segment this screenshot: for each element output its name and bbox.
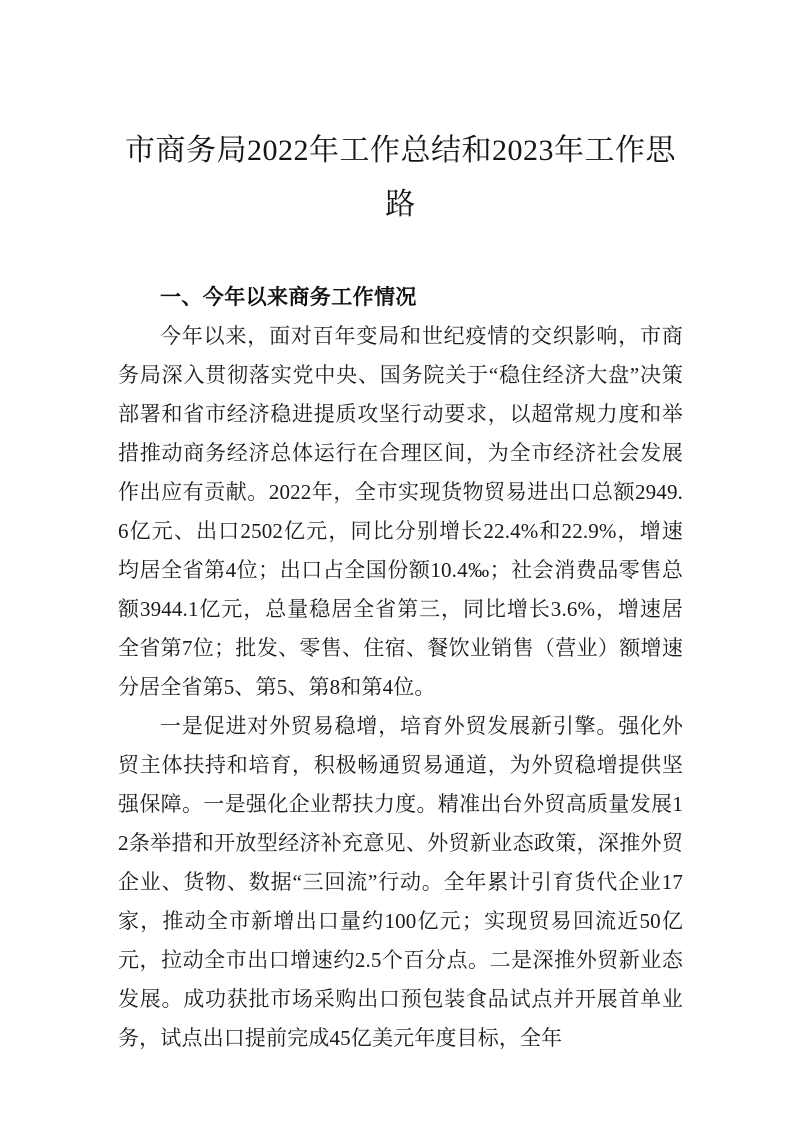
body-paragraph-1: 今年以来，面对百年变局和世纪疫情的交织影响，市商务局深入贯彻落实党中央、国务院关于“稳住经济大盘”决策部署和省市经济稳进提质攻坚行动要求，以超常规力度和举措推动商务经济总体运行在合理区间，为全市经济社会发展作出应有贡献。2022年，全市实现货物贸易进出口总额2949.6亿元、出口2502亿元，同比分别增长22.4%和22.9%，增速均居全省第4位；出口占全国份额10.4‰；社会消费品零售总额3944.1亿元，总量稳居全省第三，同比增长3.6%，增速居全省第7位；批发、零售、住宿、餐饮业销售（营业）额增速分居全省第5、第5、第8和第4位。	[118, 324, 683, 699]
body-paragraph-2: 一是促进对外贸易稳增，培育外贸发展新引擎。强化外贸主体扶持和培育，积极畅通贸易通道，为外贸稳增提供坚强保障。一是强化企业帮扶力度。精准出台外贸高质量发展12条举措和开放型经济补充意见、外贸新业态政策，深推外贸企业、货物、数据“三回流”行动。全年累计引育货代企业17家，推动全市新增出口量约100亿元；实现贸易回流近50亿元，拉动全市出口增速约2.5个百分点。二是深推外贸新业态发展。成功获批市场采购出口预包装食品试点并开展首单业务，试点出口提前完成45亿美元年度目标，全年	[118, 714, 683, 1050]
document-title: 市商务局2022年工作总结和2023年工作思路	[125, 134, 676, 221]
document-content	[118, 0, 683, 1058]
section-heading-1: 一、今年以来商务工作情况	[160, 286, 417, 309]
